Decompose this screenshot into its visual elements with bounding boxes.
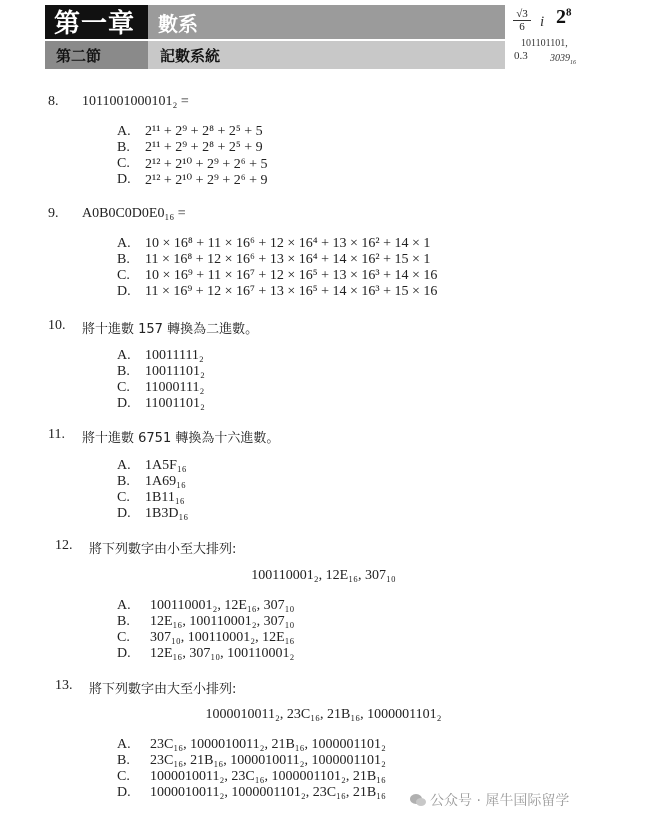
wechat-icon — [410, 793, 426, 807]
q9-option-a: 10 × 16⁸ + 11 × 16⁶ + 12 × 16⁴ + 13 × 16² + 14 × 1 — [145, 236, 431, 251]
q11-option-c: 1B11₁₆ — [145, 490, 185, 505]
q12-prompt: 將下列數字由小至大排列: — [89, 542, 237, 557]
deco-frac-den: 6 — [513, 20, 531, 33]
q13-option-d-label: D. — [117, 785, 131, 800]
q9-option-b-label: B. — [117, 252, 130, 267]
q8-option-c-label: C. — [117, 156, 130, 171]
q11-option-b-label: B. — [117, 474, 130, 489]
chapter-label: 第一章 — [54, 9, 136, 39]
q11-option-d-label: D. — [117, 506, 131, 521]
deco-based-sub: 16 — [570, 60, 576, 66]
q9-option-a-label: A. — [117, 236, 131, 251]
q9-prompt: A0B0C0D0E0₁₆ = — [82, 206, 186, 221]
q11-option-a-label: A. — [117, 458, 131, 473]
section-title: 記數系統 — [160, 47, 221, 65]
q8-option-b-label: B. — [117, 140, 130, 155]
q10-option-c-label: C. — [117, 380, 130, 395]
q13-number: 13. — [55, 678, 73, 693]
deco-power — [556, 6, 572, 29]
q12-option-d-label: D. — [117, 646, 131, 661]
q8-prompt: 1011001000101₂ = — [82, 94, 189, 109]
q13-option-d: 1000010011₂, 1000001101₂, 23C₁₆, 21B₁₆ — [150, 785, 386, 800]
q10-option-c: 11000111₂ — [145, 380, 205, 395]
q9-number: 9. — [48, 206, 59, 221]
q13-option-a: 23C₁₆, 1000010011₂, 21B₁₆, 1000001101₂ — [150, 737, 386, 752]
q12-given: 100110001₂, 12E₁₆, 307₁₀ — [251, 568, 396, 583]
deco-binary: 101101101, — [521, 38, 568, 49]
q11-option-b: 1A69₁₆ — [145, 474, 186, 489]
deco-decimal: 0.3 — [514, 50, 528, 62]
q11-option-c-label: C. — [117, 490, 130, 505]
q12-option-d: 12E₁₆, 307₁₀, 100110001₂ — [150, 646, 295, 661]
q10-option-b: 10011101₂ — [145, 364, 205, 379]
deco-based — [550, 53, 576, 66]
q11-number: 11. — [48, 427, 65, 442]
q12-number: 12. — [55, 538, 73, 553]
deco-power-exp: 8 — [566, 6, 572, 19]
q13-option-c: 1000010011₂, 23C₁₆, 1000001101₂, 21B₁₆ — [150, 769, 386, 784]
q12-option-b-label: B. — [117, 614, 130, 629]
q9-option-c: 10 × 16⁹ + 11 × 16⁷ + 12 × 16⁵ + 13 × 16³ + 14 × 16 — [145, 268, 438, 283]
q10-prompt: 將十進數 157 轉換為二進數。 — [82, 322, 259, 337]
q8-option-b: 2¹¹ + 2⁹ + 2⁸ + 2⁵ + 9 — [145, 140, 263, 155]
q9-option-c-label: C. — [117, 268, 130, 283]
q13-given: 1000010011₂, 23C₁₆, 21B₁₆, 1000001101₂ — [205, 707, 442, 722]
q13-option-c-label: C. — [117, 769, 130, 784]
q11-option-d: 1B3D₁₆ — [145, 506, 189, 521]
q10-option-a-label: A. — [117, 348, 131, 363]
deco-imaginary: i — [540, 14, 545, 30]
q8-option-a-label: A. — [117, 124, 131, 139]
q8-number: 8. — [48, 94, 59, 109]
q13-option-b: 23C₁₆, 21B₁₆, 1000010011₂, 1000001101₂ — [150, 753, 386, 768]
q13-option-a-label: A. — [117, 737, 131, 752]
q10-option-d-label: D. — [117, 396, 131, 411]
deco-frac-num: √3 — [516, 8, 528, 20]
watermark-text: 公众号 · 犀牛国际留学 — [430, 793, 570, 809]
q12-option-a-label: A. — [117, 598, 131, 613]
q10-option-a: 10011111₂ — [145, 348, 204, 363]
q8-option-d: 2¹² + 2¹⁰ + 2⁹ + 2⁶ + 9 — [145, 173, 268, 188]
q9-option-d: 11 × 16⁹ + 12 × 16⁷ + 13 × 16⁵ + 14 × 16³ + 15 × 16 — [145, 284, 438, 299]
q10-option-b-label: B. — [117, 364, 130, 379]
deco-fraction — [513, 8, 531, 33]
q11-option-a: 1A5F₁₆ — [145, 458, 187, 473]
deco-based-value: 3039 — [550, 53, 570, 64]
section-label: 第二節 — [56, 47, 102, 65]
q11-prompt: 將十進數 6751 轉換為十六進數。 — [82, 431, 280, 446]
q8-option-a: 2¹¹ + 2⁹ + 2⁸ + 2⁵ + 5 — [145, 124, 263, 139]
q10-option-d: 11001101₂ — [145, 396, 205, 411]
q12-option-a: 100110001₂, 12E₁₆, 307₁₀ — [150, 598, 295, 613]
q13-prompt: 將下列數字由大至小排列: — [89, 682, 237, 697]
q12-option-c: 307₁₀, 100110001₂, 12E₁₆ — [150, 630, 295, 645]
watermark — [410, 790, 569, 810]
q12-option-b: 12E₁₆, 100110001₂, 307₁₀ — [150, 614, 295, 629]
q8-option-c: 2¹² + 2¹⁰ + 2⁹ + 2⁶ + 5 — [145, 157, 268, 172]
deco-power-base: 2 — [556, 6, 566, 28]
q8-option-d-label: D. — [117, 172, 131, 187]
q10-number: 10. — [48, 318, 66, 333]
chapter-title: 數系 — [158, 12, 198, 36]
q9-option-d-label: D. — [117, 284, 131, 299]
q12-option-c-label: C. — [117, 630, 130, 645]
q13-option-b-label: B. — [117, 753, 130, 768]
q9-option-b: 11 × 16⁸ + 12 × 16⁶ + 13 × 16⁴ + 14 × 16² + 15 × 1 — [145, 252, 431, 267]
